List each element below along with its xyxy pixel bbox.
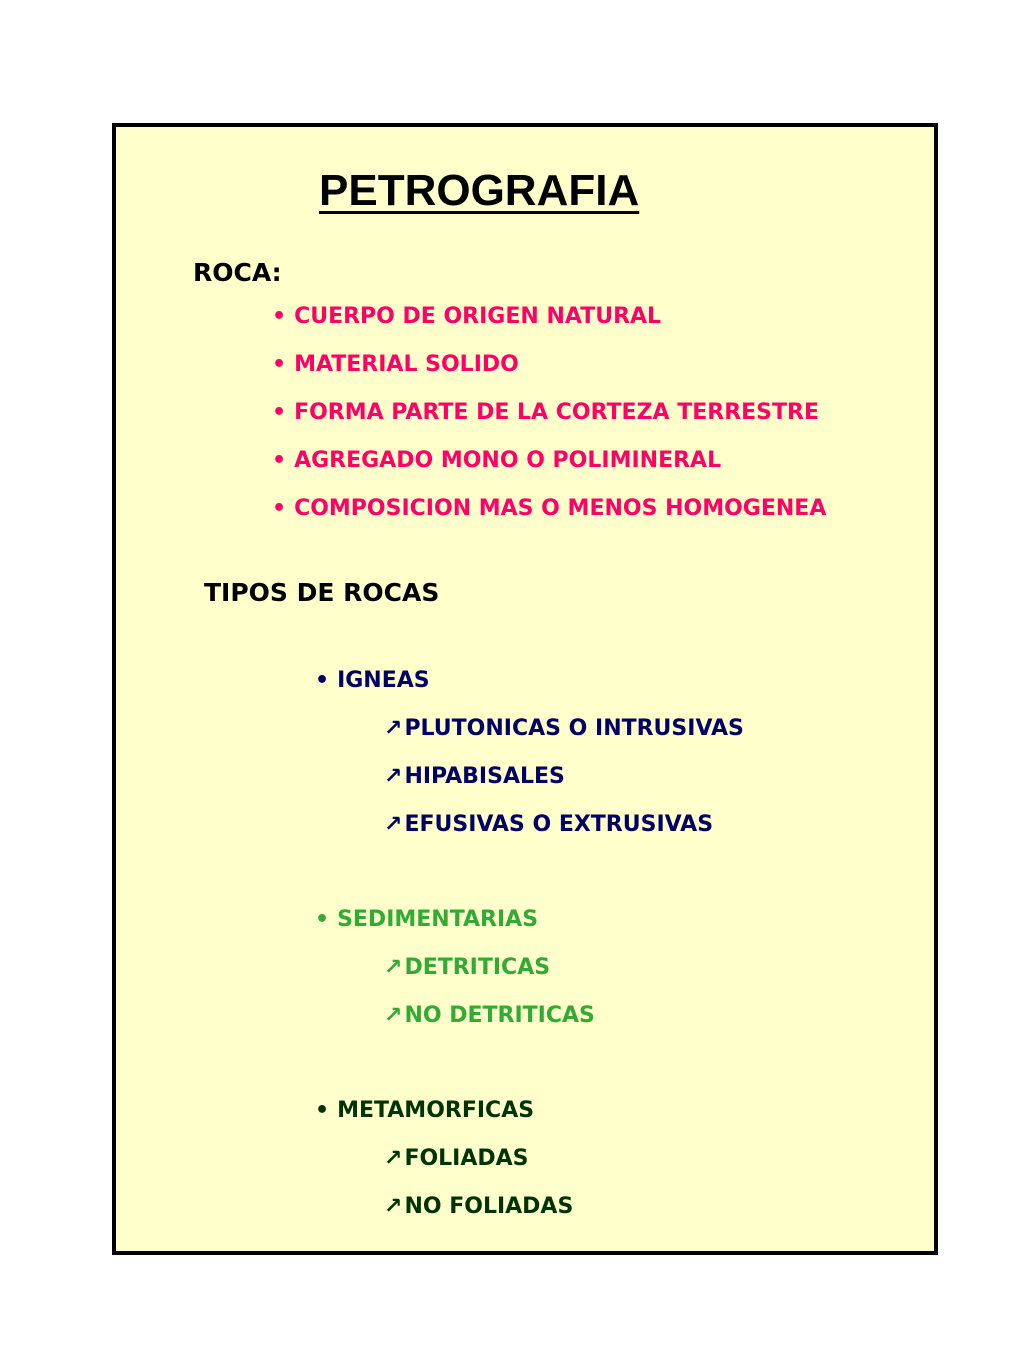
bullet-icon: • [272, 496, 287, 521]
bullet-icon: • [315, 1098, 330, 1123]
category-sedimentarias: • SEDIMENTARIAS [315, 907, 539, 932]
arrow-up-right-icon: ↗ [384, 716, 403, 741]
bullet-icon: • [272, 400, 287, 425]
subtype-item: ↗NO FOLIADAS [384, 1194, 574, 1219]
arrow-up-right-icon: ↗ [384, 1146, 403, 1171]
subtype-item: ↗DETRITICAS [384, 955, 551, 980]
bullet-icon: • [272, 448, 287, 473]
arrow-up-right-icon: ↗ [384, 812, 403, 837]
arrow-up-right-icon: ↗ [384, 1003, 403, 1028]
subtype-item: ↗HIPABISALES [384, 764, 565, 789]
roca-heading: ROCA: [193, 258, 282, 287]
subtype-item: ↗NO DETRITICAS [384, 1003, 595, 1028]
arrow-up-right-icon: ↗ [384, 1194, 403, 1219]
content-panel [112, 123, 938, 1255]
arrow-up-right-icon: ↗ [384, 955, 403, 980]
category-metamorficas: • METAMORFICAS [315, 1098, 535, 1123]
roca-item: • COMPOSICION MAS O MENOS HOMOGENEA [272, 496, 827, 521]
roca-item: • MATERIAL SOLIDO [272, 352, 519, 377]
bullet-icon: • [315, 907, 330, 932]
subtype-item: ↗EFUSIVAS O EXTRUSIVAS [384, 812, 714, 837]
arrow-up-right-icon: ↗ [384, 764, 403, 789]
bullet-icon: • [272, 352, 287, 377]
subtype-item: ↗PLUTONICAS O INTRUSIVAS [384, 716, 744, 741]
roca-item: • CUERPO DE ORIGEN NATURAL [272, 304, 662, 329]
subtype-item: ↗FOLIADAS [384, 1146, 529, 1171]
tipos-heading: TIPOS DE ROCAS [204, 578, 440, 607]
bullet-icon: • [315, 668, 330, 693]
roca-item: • FORMA PARTE DE LA CORTEZA TERRESTRE [272, 400, 819, 425]
page-title: PETROGRAFIA [319, 166, 640, 215]
category-igneas: • IGNEAS [315, 668, 430, 693]
bullet-icon: • [272, 304, 287, 329]
roca-item: • AGREGADO MONO O POLIMINERAL [272, 448, 722, 473]
